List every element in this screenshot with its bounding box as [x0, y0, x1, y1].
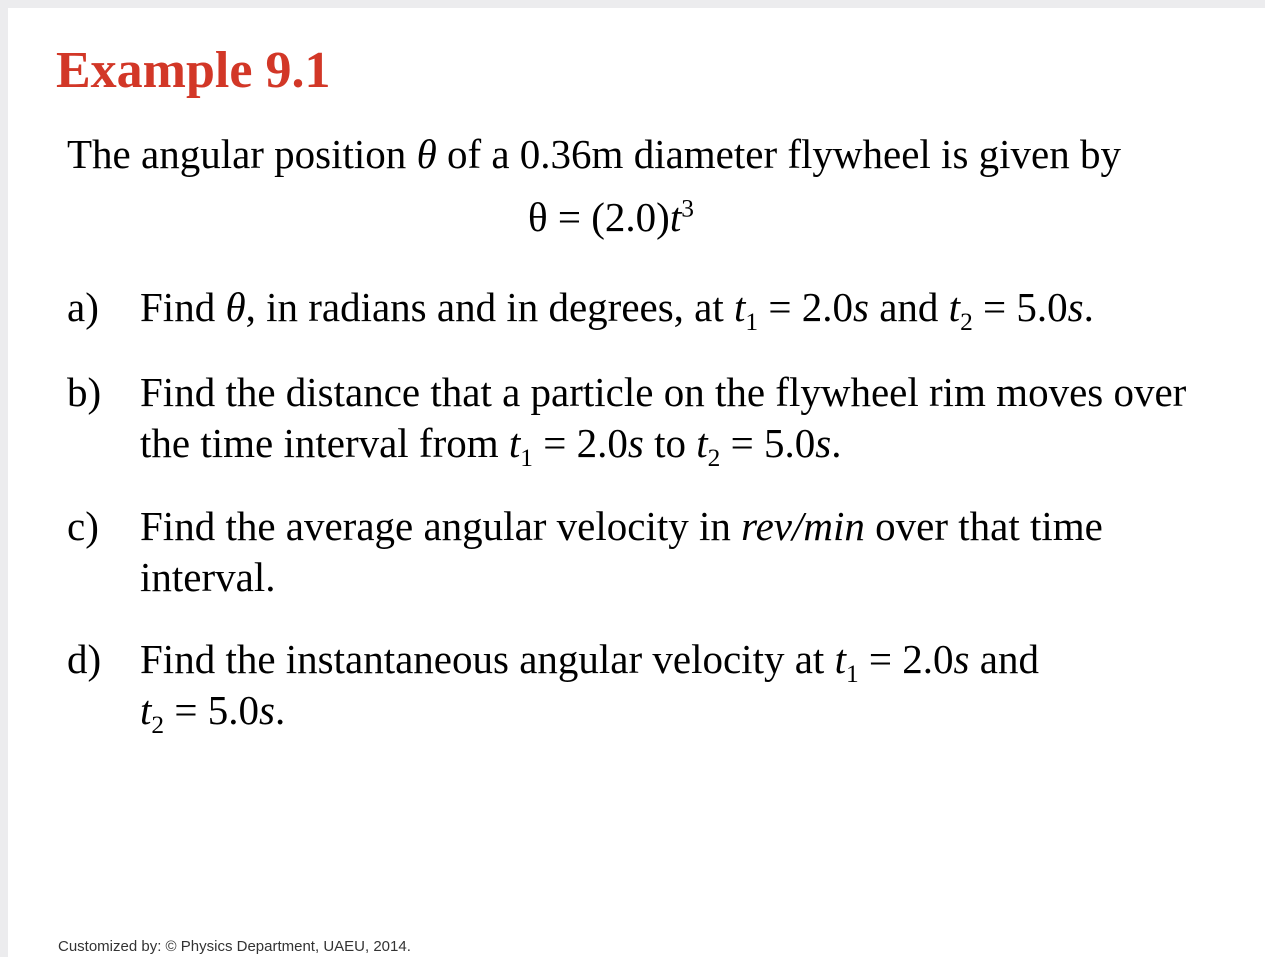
- theta-symbol: θ: [416, 131, 437, 177]
- time-subscript: 2: [151, 711, 165, 740]
- statement-text: The angular position: [67, 131, 417, 177]
- time-subscript: 2: [960, 308, 973, 337]
- slide-title: Example 9.1: [56, 42, 331, 99]
- question-letter: a): [67, 284, 99, 330]
- time-variable: t: [696, 420, 708, 466]
- question-text: [140, 634, 1250, 740]
- question-letter: b): [67, 369, 102, 415]
- time-unit: s: [815, 420, 832, 466]
- time-value: = 2.0: [758, 284, 853, 330]
- time-value: = 2.0: [858, 636, 954, 682]
- question-text-part: .: [1083, 284, 1094, 330]
- question-text-part: .: [274, 687, 286, 733]
- question-text-part: Find: [140, 284, 226, 330]
- time-unit: s: [258, 687, 275, 733]
- problem-statement: [67, 128, 1121, 180]
- time-unit: s: [627, 420, 644, 466]
- question-text-part: .: [831, 420, 842, 466]
- question-text: [140, 501, 1250, 603]
- time-subscript: 1: [745, 308, 759, 337]
- time-value: = 5.0: [720, 420, 816, 466]
- question-letter: c): [67, 503, 99, 549]
- question-line: Find the distance that a particle on the flywheel rim moves over: [140, 369, 1187, 415]
- question-text: [140, 282, 1250, 337]
- statement-text: of a 0.36m diameter flywheel is given by: [436, 131, 1121, 177]
- question-text-part: over that time: [864, 503, 1103, 549]
- question-text-part: , in radians and in degrees, at: [245, 284, 735, 330]
- time-subscript: 2: [707, 444, 721, 473]
- question-text-part: Find the instantaneous angular velocity at: [140, 636, 835, 682]
- time-variable: t: [734, 284, 746, 330]
- question-text: [140, 367, 1250, 473]
- question-letter: d): [67, 636, 102, 682]
- question-text-part: Find the average angular velocity in: [140, 503, 742, 549]
- time-unit: s: [853, 284, 869, 330]
- time-unit: s: [1067, 284, 1084, 330]
- time-value: = 5.0: [972, 284, 1068, 330]
- time-variable: t: [834, 636, 846, 682]
- footer-credit: Customized by: © Physics Department, UAEU, 2014.: [58, 938, 411, 955]
- time-subscript: 1: [520, 444, 533, 473]
- time-variable: t: [508, 420, 521, 466]
- time-subscript: 1: [845, 660, 859, 689]
- question-text-part: the time interval from: [140, 420, 509, 466]
- time-variable: t: [948, 284, 961, 330]
- rev-per-min-unit: rev/min: [741, 503, 865, 549]
- equation-lhs: θ = (2.0): [528, 194, 670, 240]
- theta-symbol: θ: [225, 284, 246, 330]
- slide: [8, 8, 1265, 957]
- question-line: interval.: [140, 554, 276, 600]
- time-variable: t: [140, 687, 152, 733]
- question-text-part: to: [643, 420, 697, 466]
- time-value: = 5.0: [164, 687, 259, 733]
- equation-exponent: 3: [681, 194, 694, 223]
- question-text-part: and: [868, 284, 949, 330]
- time-unit: s: [953, 636, 970, 682]
- time-value: = 2.0: [533, 420, 628, 466]
- theta-equation: [528, 192, 694, 242]
- equation-variable: t: [669, 194, 682, 240]
- question-text-part: and: [969, 636, 1039, 682]
